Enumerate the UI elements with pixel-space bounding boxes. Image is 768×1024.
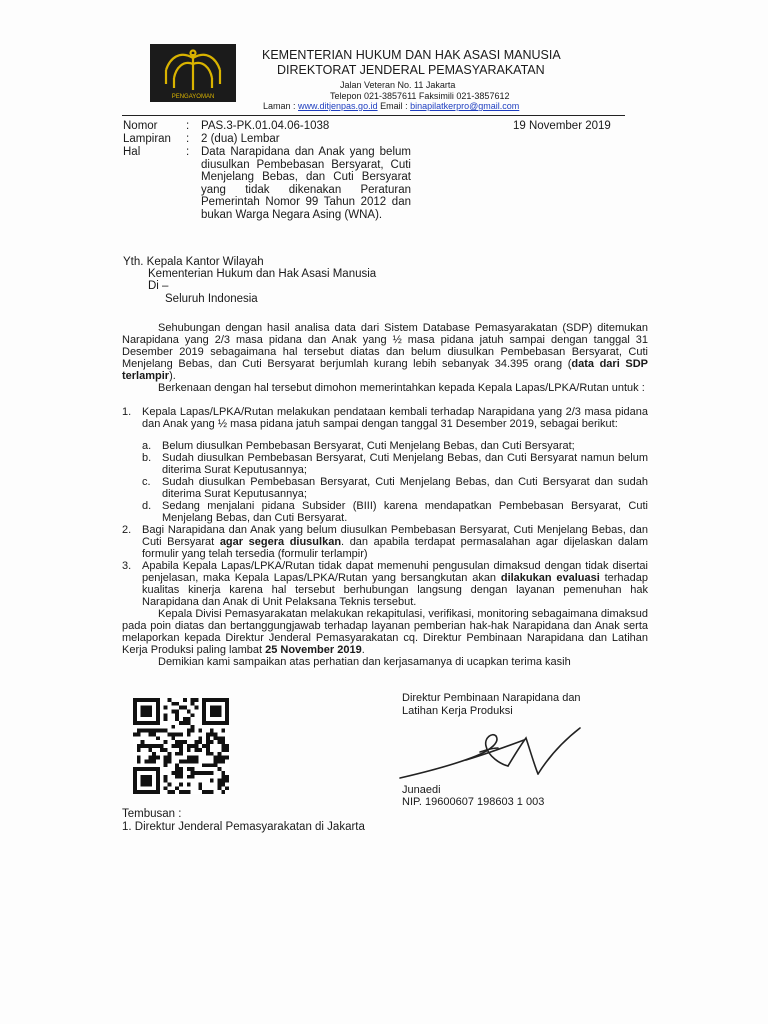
pengayoman-tree-icon	[150, 44, 236, 102]
list-item-3-end: terhadap kualitas kinerja karena hal tersebut berhubungan langsung dengan layanan pemenuhan hak Narapidana dan Anak di Unit Pelaksana Teknis tersebut.	[142, 572, 649, 608]
colon: :	[186, 120, 190, 132]
phone-fax: Telepon 021-3857611 Faksimili 021-3857612	[330, 91, 510, 101]
list-number: 2.	[122, 524, 132, 536]
sublist-letter: a.	[142, 440, 152, 452]
email-label: Email :	[377, 101, 411, 111]
recipient-line2: Kementerian Hukum dan Hak Asasi Manusia	[148, 268, 377, 280]
paragraph-intro	[122, 322, 648, 382]
recipient-line4: Seluruh Indonesia	[165, 293, 258, 305]
contact-line	[263, 100, 593, 112]
nomor-value: PAS.3-PK.01.04.06-1038	[201, 120, 330, 132]
list-item-3-bold: dilakukan evaluasi	[500, 572, 600, 584]
paragraph-intro-text: Sehubungan dengan hasil analisa data dari Sistem Database Pemasyarakatan (SDP) ditemukan Narapidana yang 2/3 masa pidana dan Anak yang ½ masa pidana jatuh sampai dengan tanggal 31 Desember 2019 sebagaimana hal tersebut diatas dan belum diusulkan Pembebasan Bersyarat, Cuti Menjelang Bebas, dan Cuti Bersyarat berjumlah kurang lebih sebanyak 34.395 orang (	[122, 322, 648, 370]
list-item-3-text: Apabila Kepala Lapas/LPKA/Rutan tidak dapat memenuhi pengusulan dimaksud dengan tidak disertai penjelasan, maka Kepala Lapas/LPKA/Rutan yang bersangkutan akan	[142, 560, 648, 584]
sublist-item-d: Sedang menjalani pidana Subsider (BIII) karena mendapatkan Pembebasan Bersyarat, Cuti Menjelang Bebas, dan Cuti Bersyarat.	[162, 500, 648, 524]
website-link[interactable]: www.ditjenpas.go.id	[298, 101, 378, 111]
paragraph-division	[122, 608, 648, 656]
lampiran-value: 2 (dua) Lembar	[201, 133, 280, 145]
list-item-1: Kepala Lapas/LPKA/Rutan melakukan pendataan kembali terhadap Narapidana yang 2/3 masa pidana dan Anak yang ½ masa pidana jatuh sampai dengan tanggal 31 Desember 2019, sebagai berikut:	[142, 406, 648, 430]
handwritten-signature	[396, 726, 586, 786]
signatory-nip: NIP. 19600607 198603 1 003	[402, 796, 545, 808]
sublist-letter: d.	[142, 500, 152, 512]
hal-label: Hal	[123, 146, 141, 158]
letterhead-divider	[122, 115, 625, 116]
ministry-logo	[150, 44, 236, 102]
paragraph-closing: Demikian kami sampaikan atas perhatian dan kerjasamanya di ucapkan terima kasih	[158, 656, 571, 668]
list-item-2	[142, 524, 648, 560]
sublist-letter: b.	[142, 452, 152, 464]
logo-text: PENGAYOMAN	[171, 94, 215, 100]
qr-code-icon	[133, 698, 229, 794]
lampiran-label: Lampiran	[123, 133, 171, 145]
list-item-2-text: Bagi Narapidana dan Anak yang belum diusulkan Pembebasan Bersyarat, Cuti Menjelang Bebas, dan Cuti Bersyarat	[142, 524, 648, 548]
recipient-line1: Yth. Kepala Kantor Wilayah	[123, 256, 264, 268]
cc-label: Tembusan :	[122, 808, 182, 820]
list-item-2-bold: agar segera diusulkan	[219, 536, 342, 548]
sublist-letter: c.	[142, 476, 151, 488]
paragraph-intro-bold: data dari SDP terlampir	[122, 358, 648, 382]
sublist-item-a: Belum diusulkan Pembebasan Bersyarat, Cuti Menjelang Bebas, dan Cuti Bersyarat;	[162, 440, 575, 452]
paragraph-intro-end: ).	[169, 370, 176, 382]
paragraph-request: Berkenaan dengan hal tersebut dimohon memerintahkan kepada Kepala Lapas/LPKA/Rutan untuk :	[158, 382, 645, 394]
paragraph-division-bold: 25 November 2019	[265, 644, 362, 656]
list-number: 1.	[122, 406, 132, 418]
web-label: Laman :	[263, 101, 299, 111]
sublist-item-c: Sudah diusulkan Pembebasan Bersyarat, Cuti Menjelang Bebas, dan Cuti Bersyarat dan sudah diterima Surat Keputusannya;	[162, 476, 648, 500]
signatory-title-2: Latihan Kerja Produksi	[402, 705, 513, 717]
directorate-name: DIREKTORAT JENDERAL PEMASYARAKATAN	[277, 63, 545, 77]
signatory-title-1: Direktur Pembinaan Narapidana dan	[402, 692, 581, 704]
colon: :	[186, 146, 190, 158]
hal-value: Data Narapidana dan Anak yang belum diusulkan Pembebasan Bersyarat, Cuti Menjelang Bebas, dan Cuti Bersyarat yang tidak dikenakan Peraturan Pemerintah Nomor 99 Tahun 2012 dan bukan Warga Negara Asing (WNA).	[201, 146, 411, 221]
paragraph-division-end: .	[361, 644, 365, 656]
address: Jalan Veteran No. 11 Jakarta	[340, 80, 456, 90]
list-number: 3.	[122, 560, 132, 572]
nomor-label: Nomor	[123, 120, 158, 132]
recipient-line3: Di –	[148, 280, 169, 292]
email-link[interactable]: binapilatkerpro@gmail.com	[410, 101, 520, 111]
paragraph-division-text: Kepala Divisi Pemasyarakatan melakukan rekapitulasi, verifikasi, monitoring sebagaimana dimaksud pada poin diatas dan bertanggungjawab terhadap layanan pemberian hak-hak Narapidana dan Anak serta melaporkan kepada Direktur Jenderal Pemasyarakatan cq. Direktur Pembinaan Narapidana dan Latihan Kerja Produksi paling lambat	[122, 608, 648, 656]
sublist-item-b: Sudah diusulkan Pembebasan Bersyarat, Cuti Menjelang Bebas, dan Cuti Bersyarat namun belum diterima Surat Keputusannya;	[162, 452, 648, 476]
colon: :	[186, 133, 190, 145]
list-item-3	[142, 560, 648, 608]
letter-date: 19 November 2019	[513, 120, 611, 132]
signatory-name: Junaedi	[402, 784, 441, 796]
ministry-name: KEMENTERIAN HUKUM DAN HAK ASASI MANUSIA	[262, 48, 561, 62]
list-item-2-end: . dan apabila terdapat permasalahan agar dijelaskan dalam formulir yang telah tersedia (formulir terlampir)	[142, 536, 649, 560]
cc-item-1: 1. Direktur Jenderal Pemasyarakatan di Jakarta	[122, 821, 365, 833]
qr-code	[133, 698, 229, 794]
